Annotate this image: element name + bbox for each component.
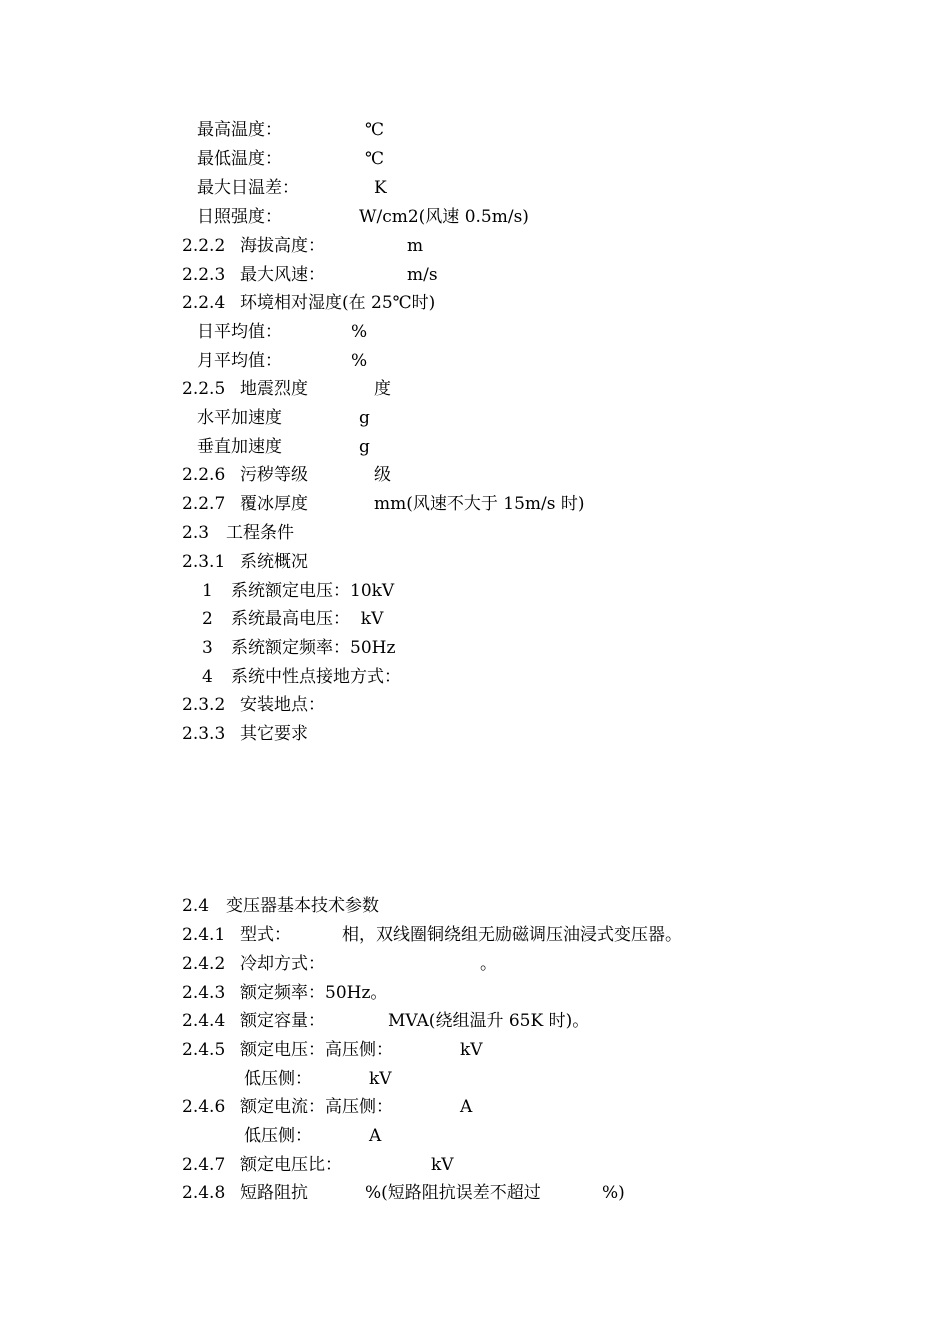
section-number: 2.3 — [182, 523, 210, 543]
seismic-unit: 度 — [374, 379, 391, 399]
h-accel-unit: g — [359, 408, 370, 428]
humidity-label: 环境相对湿度(在 25℃时) — [240, 293, 436, 313]
min-temp-unit: ℃ — [365, 149, 385, 169]
pollution-unit: 级 — [374, 465, 391, 485]
pollution-label: 污秽等级 — [240, 465, 308, 485]
current-low-value: A — [369, 1126, 382, 1146]
section-number: 2.2.5 — [182, 379, 226, 399]
section-number: 2.2.3 — [182, 265, 226, 285]
type-value: 相，双线圈铜绕组无励磁调压油浸式变压器。 — [342, 925, 682, 945]
impedance-value-end: %) — [602, 1183, 625, 1203]
section-number: 2.4.2 — [182, 954, 226, 974]
max-temp-unit: ℃ — [365, 120, 385, 140]
capacity-label: 额定容量： — [240, 1011, 325, 1031]
other-label: 其它要求 — [240, 724, 308, 744]
freq-label: 额定频率：50Hz。 — [240, 983, 388, 1003]
cooling-value: 。 — [480, 954, 497, 974]
section-number: 2.3.1 — [182, 552, 226, 572]
section-number: 2.4.1 — [182, 925, 226, 945]
max-daily-diff-label: 最大日温差： — [197, 178, 299, 198]
other-line — [0, 724, 308, 784]
cooling-label: 冷却方式： — [240, 954, 325, 974]
v-accel-label: 垂直加速度 — [197, 437, 282, 457]
section-number: 2.2.2 — [182, 236, 226, 256]
section-number: 2.3.2 — [182, 695, 226, 715]
ice-label: 覆冰厚度 — [240, 494, 308, 514]
section-number: 2.3.3 — [182, 724, 226, 744]
voltage-low-label: 低压侧： — [244, 1069, 312, 1089]
section-number: 2.2.7 — [182, 494, 226, 514]
humidity-monthly-unit: % — [351, 351, 368, 371]
max-temp-label: 最高温度： — [197, 120, 282, 140]
item-number: 4 — [202, 667, 213, 687]
impedance-value: %(短路阻抗误差不超过 — [365, 1183, 541, 1203]
section-number: 2.2.6 — [182, 465, 226, 485]
transformer-title: 变压器基本技术参数 — [226, 896, 379, 916]
section-number: 2.4.4 — [182, 1011, 226, 1031]
item-text: 系统中性点接地方式： — [231, 667, 401, 687]
current-value: A — [460, 1097, 473, 1117]
item-text: 系统最高电压： kV — [231, 609, 384, 629]
project-title: 工程条件 — [226, 523, 294, 543]
max-daily-diff-unit: K — [374, 178, 387, 198]
item-text: 系统额定频率：50Hz — [231, 638, 396, 658]
item-number: 1 — [202, 581, 213, 601]
section-number: 2.4.8 — [182, 1183, 226, 1203]
section-number: 2.4.5 — [182, 1040, 226, 1060]
voltage-label: 额定电压：高压侧： — [240, 1040, 393, 1060]
min-temp-label: 最低温度： — [197, 149, 282, 169]
ice-unit: mm(风速不大于 15m/s 时) — [374, 494, 585, 514]
wind-label: 最大风速： — [240, 265, 325, 285]
humidity-monthly-label: 月平均值： — [197, 351, 282, 371]
humidity-daily-unit: % — [351, 322, 368, 342]
capacity-value: MVA(绕组温升 65K 时)。 — [388, 1011, 590, 1031]
current-low-label: 低压侧： — [244, 1126, 312, 1146]
v-accel-unit: g — [359, 437, 370, 457]
impedance-line — [0, 1183, 625, 1283]
current-label: 额定电流：高压侧： — [240, 1097, 393, 1117]
type-label: 型式： — [240, 925, 291, 945]
ratio-value: kV — [431, 1155, 454, 1175]
altitude-label: 海拔高度： — [240, 236, 325, 256]
section-number: 2.4.3 — [182, 983, 226, 1003]
item-text: 系统额定电压：10kV — [231, 581, 395, 601]
section-number: 2.4 — [182, 896, 210, 916]
solar-label: 日照强度： — [197, 207, 282, 227]
wind-unit: m/s — [407, 265, 438, 285]
humidity-daily-label: 日平均值： — [197, 322, 282, 342]
voltage-value: kV — [460, 1040, 483, 1060]
seismic-label: 地震烈度 — [240, 379, 308, 399]
item-number: 3 — [202, 638, 213, 658]
location-label: 安装地点： — [240, 695, 325, 715]
altitude-unit: m — [407, 236, 424, 256]
item-number: 2 — [202, 609, 213, 629]
section-number: 2.4.6 — [182, 1097, 226, 1117]
section-number: 2.2.4 — [182, 293, 226, 313]
impedance-label: 短路阻抗 — [240, 1183, 308, 1203]
system-title: 系统概况 — [240, 552, 308, 572]
voltage-low-value: kV — [369, 1069, 392, 1089]
solar-unit: W/cm2(风速 0.5m/s) — [359, 207, 529, 227]
ratio-label: 额定电压比： — [240, 1155, 342, 1175]
h-accel-label: 水平加速度 — [197, 408, 282, 428]
section-number: 2.4.7 — [182, 1155, 226, 1175]
